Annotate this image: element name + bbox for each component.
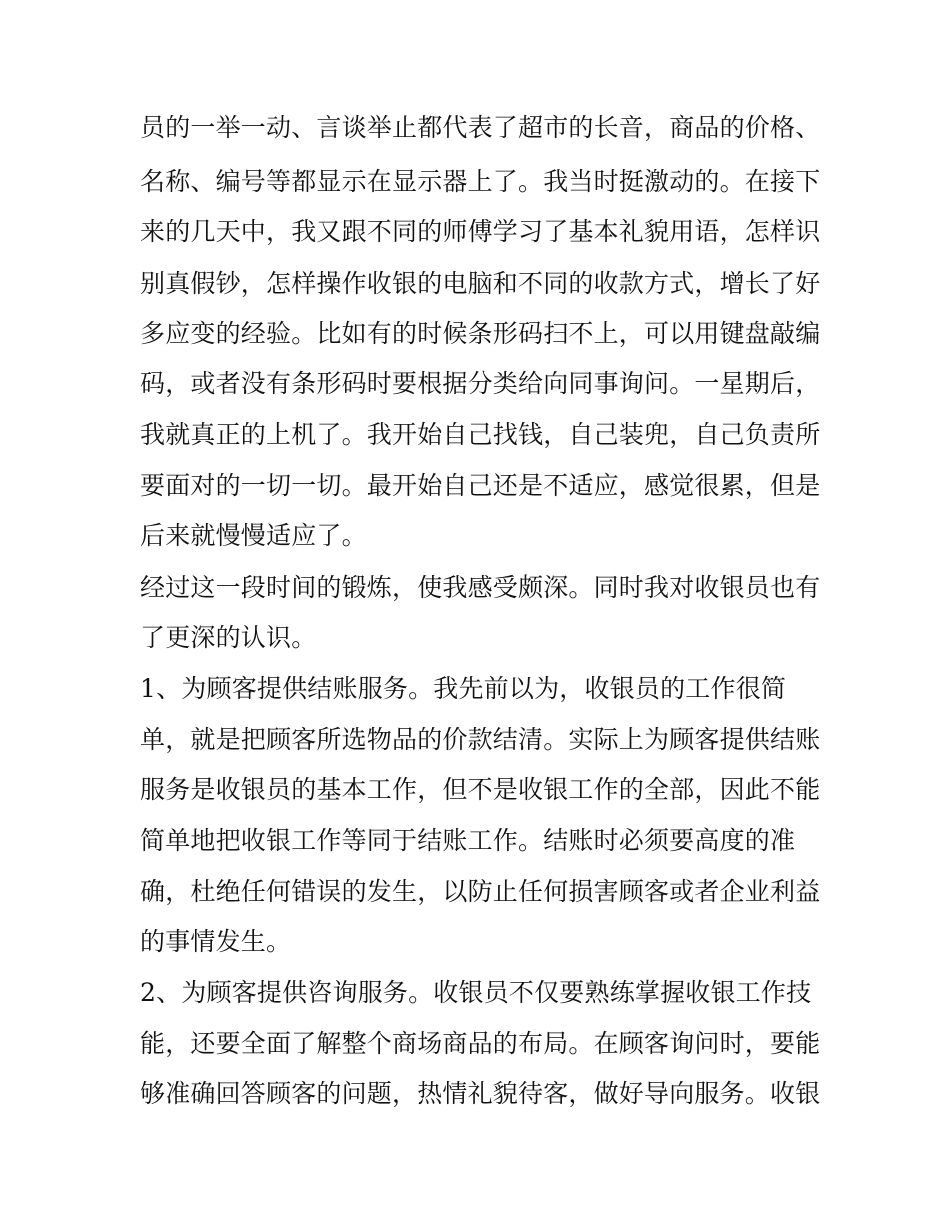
text-line: 能，还要全面了解整个商场商品的布局。在顾客询问时，要能 [140, 1029, 821, 1058]
text-line: 要面对的一切一切。最开始自己还是不适应，感觉很累，但是 [140, 471, 821, 500]
text-line: 码，或者没有条形码时要根据分类给向同事询问。一星期后， [140, 369, 821, 398]
text-line: 服务是收银员的基本工作，但不是收银工作的全部，因此不能 [140, 775, 821, 804]
text-line: 够准确回答顾客的问题，热情礼貌待客，做好导向服务。收银 [140, 1079, 821, 1108]
text-line: 简单地把收银工作等同于结账工作。结账时必须要高度的准 [140, 826, 796, 855]
text-line: 后来就慢慢适应了。 [140, 521, 367, 550]
text-line: 1、为顾客提供结账服务。我先前以为，收银员的工作很简 [140, 674, 787, 703]
text-line: 单，就是把顾客所选物品的价款结清。实际上为顾客提供结账 [140, 725, 821, 754]
text-line: 的事情发生。 [140, 927, 292, 956]
text-line: 多应变的经验。比如有的时候条形码扫不上，可以用键盘敲编 [140, 319, 821, 348]
text-line: 员的一举一动、言谈举止都代表了超市的长音，商品的价格、 [140, 113, 821, 142]
text-line: 我就真正的上机了。我开始自己找钱，自己装兜，自己负责所 [140, 420, 821, 449]
text-line: 了更深的认识。 [140, 623, 317, 652]
text-line: 来的几天中，我又跟不同的师傅学习了基本礼貌用语，怎样识 [140, 217, 821, 246]
text-line: 名称、编号等都显示在显示器上了。我当时挺激动的。在接下 [140, 167, 821, 196]
text-line: 经过这一段时间的锻炼，使我感受颇深。同时我对收银员也有 [140, 573, 821, 602]
text-line: 确，杜绝任何错误的发生，以防止任何损害顾客或者企业利益 [140, 877, 821, 906]
text-line: 别真假钞，怎样操作收银的电脑和不同的收款方式，增长了好 [140, 269, 821, 298]
text-line: 2、为顾客提供咨询服务。收银员不仅要熟练掌握收银工作技 [140, 978, 812, 1007]
